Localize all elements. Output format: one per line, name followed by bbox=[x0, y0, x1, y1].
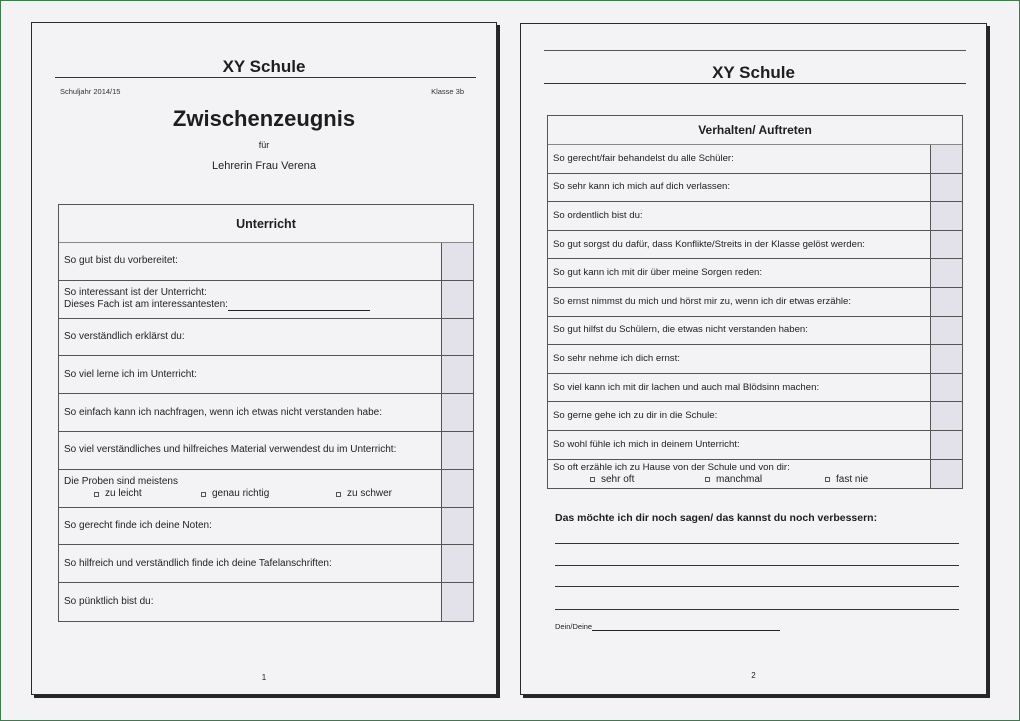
score-field[interactable] bbox=[930, 145, 962, 173]
table-row bbox=[548, 374, 962, 403]
page-number: 1 bbox=[261, 673, 267, 682]
table-row bbox=[548, 402, 962, 431]
score-field[interactable] bbox=[930, 317, 962, 345]
option-manchmal[interactable] bbox=[705, 474, 825, 486]
score-field[interactable] bbox=[930, 231, 962, 259]
checkbox-icon[interactable] bbox=[705, 477, 710, 482]
document-title: Zwischenzeugnis bbox=[172, 106, 356, 131]
score-field[interactable] bbox=[930, 402, 962, 430]
table-row bbox=[548, 431, 962, 460]
school-name: XY Schule bbox=[222, 57, 306, 76]
score-field[interactable] bbox=[441, 319, 473, 356]
score-field[interactable] bbox=[930, 431, 962, 459]
option-genau-richtig[interactable] bbox=[201, 488, 336, 500]
table-row bbox=[548, 259, 962, 288]
row-question: So gut sorgst du dafür, dass Konflikte/Streits in der Klasse gelöst werden: bbox=[553, 238, 865, 250]
page-number: 2 bbox=[751, 671, 756, 680]
table-row bbox=[59, 545, 473, 583]
comment-line[interactable] bbox=[555, 565, 959, 566]
school-name: XY Schule bbox=[712, 63, 795, 82]
table-row bbox=[59, 243, 473, 281]
row-question-2: Dieses Fach ist am interessantesten: bbox=[64, 299, 228, 311]
table-row bbox=[548, 345, 962, 374]
row-question: So ordentlich bist du: bbox=[553, 209, 643, 221]
checkbox-icon[interactable] bbox=[336, 492, 341, 497]
section-title: Verhalten/ Auftreten bbox=[548, 116, 962, 145]
table-row bbox=[548, 288, 962, 317]
score-field[interactable] bbox=[441, 356, 473, 393]
option-zu-leicht[interactable] bbox=[94, 488, 201, 500]
table-row bbox=[59, 281, 473, 319]
row-question: So pünktlich bist du: bbox=[64, 596, 154, 608]
table-row bbox=[548, 460, 962, 489]
signature-label: Dein/Deine bbox=[555, 622, 593, 631]
unterricht-table bbox=[58, 204, 474, 622]
option-fast-nie[interactable] bbox=[825, 474, 868, 486]
comment-title: Das möchte ich dir noch sagen/ das kannst du noch verbessern: bbox=[555, 512, 878, 524]
favorite-subject-field[interactable] bbox=[228, 301, 370, 311]
top-rule bbox=[544, 50, 966, 51]
row-question: So gut kann ich mit dir über meine Sorgen reden: bbox=[553, 267, 763, 279]
verhalten-table bbox=[547, 115, 963, 489]
option-label: genau richtig bbox=[212, 488, 270, 500]
score-field[interactable] bbox=[441, 243, 473, 280]
row-question: So gerecht finde ich deine Noten: bbox=[64, 519, 212, 531]
section-title: Unterricht bbox=[59, 205, 473, 243]
header-rule bbox=[55, 77, 476, 78]
score-field[interactable] bbox=[930, 259, 962, 287]
score-field[interactable] bbox=[930, 460, 962, 489]
table-row bbox=[548, 174, 962, 203]
comment-line[interactable] bbox=[555, 609, 959, 610]
option-zu-schwer[interactable] bbox=[336, 488, 392, 500]
option-sehr-oft[interactable] bbox=[590, 474, 705, 486]
row-question: So viel verständliches und hilfreiches Material verwendest du im Unterricht: bbox=[64, 444, 397, 456]
score-field[interactable] bbox=[441, 508, 473, 545]
page-1 bbox=[31, 22, 497, 695]
score-field[interactable] bbox=[441, 394, 473, 431]
row-question: So oft erzähle ich zu Hause von der Schule und von dir: bbox=[553, 461, 790, 473]
table-row bbox=[59, 583, 473, 621]
table-row bbox=[548, 317, 962, 346]
option-label: zu leicht bbox=[105, 488, 142, 500]
row-question: So gerne gehe ich zu dir in die Schule: bbox=[553, 410, 718, 422]
score-field[interactable] bbox=[441, 545, 473, 582]
row-question: So gerecht/fair behandelst du alle Schüler: bbox=[553, 152, 734, 164]
signature-field[interactable] bbox=[592, 623, 780, 631]
row-question: So ernst nimmst du mich und hörst mir zu, wenn ich dir etwas erzähle: bbox=[553, 295, 852, 307]
school-year: Schuljahr 2014/15 bbox=[60, 87, 121, 96]
option-label: zu schwer bbox=[347, 488, 393, 500]
table-row bbox=[59, 432, 473, 470]
table-row bbox=[59, 508, 473, 546]
option-label: fast nie bbox=[836, 473, 869, 485]
score-field[interactable] bbox=[441, 281, 473, 318]
header-rule bbox=[544, 83, 966, 84]
score-field[interactable] bbox=[930, 288, 962, 316]
option-label: sehr oft bbox=[601, 473, 635, 485]
row-question: So wohl fühle ich mich in deinem Unterricht: bbox=[553, 438, 740, 450]
row-question: So gut bist du vorbereitet: bbox=[64, 255, 178, 267]
score-field[interactable] bbox=[930, 202, 962, 230]
table-row bbox=[548, 202, 962, 231]
table-row bbox=[59, 319, 473, 357]
table-row bbox=[548, 145, 962, 174]
checkbox-icon[interactable] bbox=[94, 492, 99, 497]
for-label: für bbox=[258, 140, 270, 150]
class-label: Klasse 3b bbox=[431, 87, 464, 96]
row-question: So gut hilfst du Schülern, die etwas nicht verstanden haben: bbox=[553, 324, 808, 336]
row-question: So sehr nehme ich dich ernst: bbox=[553, 352, 680, 364]
score-field[interactable] bbox=[930, 174, 962, 202]
score-field[interactable] bbox=[441, 432, 473, 469]
table-row bbox=[59, 470, 473, 508]
comment-line[interactable] bbox=[555, 543, 959, 544]
score-field[interactable] bbox=[441, 583, 473, 621]
row-question: So viel kann ich mit dir lachen und auch mal Blödsinn machen: bbox=[553, 381, 820, 393]
table-row bbox=[59, 394, 473, 432]
teacher-name: Lehrerin Frau Verena bbox=[212, 160, 316, 172]
checkbox-icon[interactable] bbox=[201, 492, 206, 497]
page-2 bbox=[520, 23, 987, 695]
comment-line[interactable] bbox=[555, 586, 959, 587]
checkbox-icon[interactable] bbox=[590, 477, 595, 482]
row-question: So hilfreich und verständlich finde ich deine Tafelanschriften: bbox=[64, 557, 332, 569]
checkbox-icon[interactable] bbox=[825, 477, 830, 482]
row-question: So interessant ist der Unterricht: bbox=[64, 287, 207, 299]
table-row bbox=[548, 231, 962, 260]
row-question: So sehr kann ich mich auf dich verlassen: bbox=[553, 181, 731, 193]
row-question: So viel lerne ich im Unterricht: bbox=[64, 368, 197, 380]
row-question: So verständlich erklärst du: bbox=[64, 330, 185, 342]
score-field[interactable] bbox=[441, 470, 473, 507]
signature-row bbox=[555, 622, 780, 631]
row-question: Die Proben sind meistens bbox=[64, 476, 178, 488]
score-field[interactable] bbox=[930, 374, 962, 402]
score-field[interactable] bbox=[930, 345, 962, 373]
row-question: So einfach kann ich nachfragen, wenn ich etwas nicht verstanden habe: bbox=[64, 406, 382, 418]
option-label: manchmal bbox=[716, 473, 763, 485]
table-row bbox=[59, 356, 473, 394]
